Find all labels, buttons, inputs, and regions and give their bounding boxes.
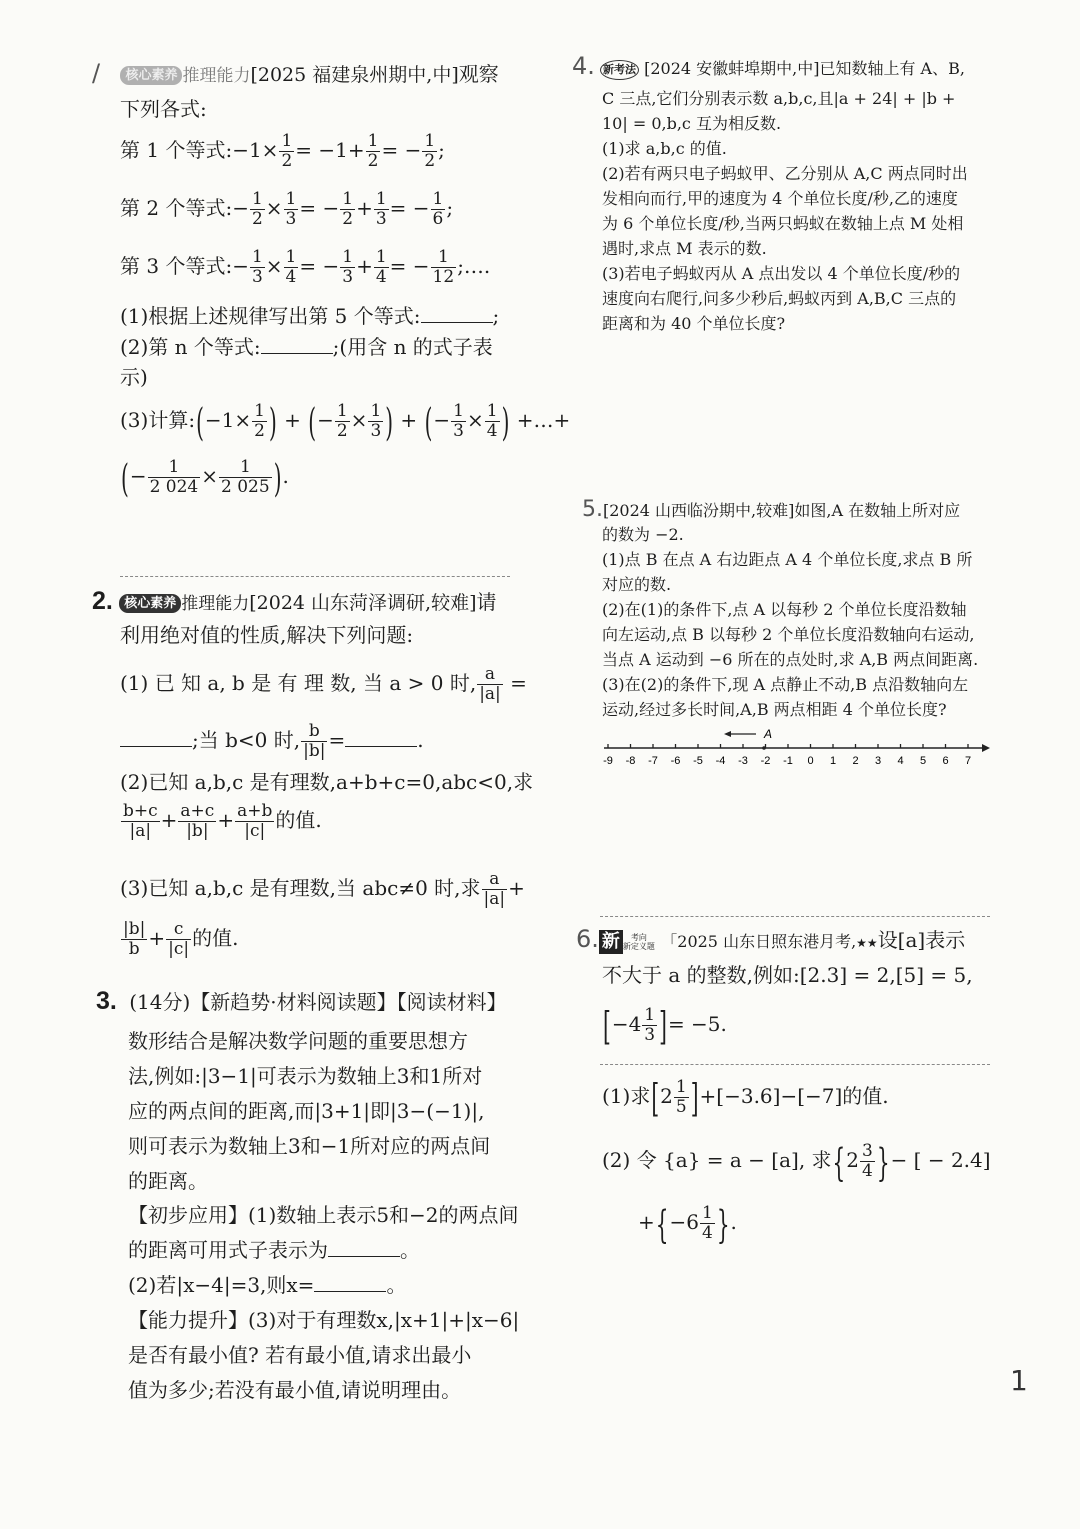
question-2-part-3-text: (3)已知 a,b,c 是有理数,当 abc≠0 时,求: [120, 876, 481, 900]
question-2-header: [92, 588, 497, 617]
improve-line-2: 是否有最小值? 若有最小值,请求出最小: [128, 1343, 472, 1367]
material-line: 应的两点间的距离,而|3+1|即|3−(−1)|,: [128, 1099, 485, 1123]
number-line-figure: [600, 722, 1000, 772]
question-6-part-2-text: (2) 令 {a} = a − [a], 求: [602, 1148, 832, 1172]
material-line: 的距离。: [128, 1169, 208, 1193]
tick-label: 1: [829, 755, 837, 767]
punctuation: 。: [400, 1238, 420, 1262]
application-line-2: [128, 1233, 519, 1268]
improve-line-1: 【能力提升】(3)对于有理数x,|x+1|+|x−6|: [128, 1308, 520, 1332]
question-4-line: 10| = 0,b,c 互为相反数.: [602, 114, 782, 133]
ellipsis-plus: +…+: [516, 408, 571, 432]
question-6-number: 6.: [576, 925, 599, 953]
question-5-body: [602, 522, 978, 722]
question-5-line: (1)点 B 在点 A 右边距点 A 4 个单位长度,求点 B 所: [602, 550, 973, 569]
question-5-line: (3)在(2)的条件下,现 A 点静止不动,B 点沿数轴向左: [602, 675, 969, 694]
question-4-line: (3)若电子蚂蚁丙从 A 点出发以 4 个单位长度/秒的: [602, 264, 961, 283]
question-6-part-2: (2) 令 {a} = a − [a], 求{2 $\frac{3}{4}$ }− [ − 2.4]: [602, 1138, 991, 1185]
application-text: (2)若|x−4|=3,则x=: [128, 1273, 315, 1297]
application-line-3: [128, 1268, 519, 1303]
question-2-part-1-text: (1) 已 知 a, b 是 有 理 数, 当 a > 0 时,: [120, 671, 477, 695]
skill-label: 推理能力: [182, 66, 251, 86]
tick-label: -2: [760, 755, 771, 767]
dashed-divider: [600, 916, 990, 917]
question-2-part-3: (3)已知 a,b,c 是有理数,当 abc≠0 时,求 $\frac{a}{|a|}$ +: [120, 869, 525, 909]
question-6-part-2-cont: +{−6 $\frac{1}{4}$ }.: [638, 1200, 737, 1247]
tick-label: -9: [603, 755, 613, 767]
question-5-line: 对应的数.: [602, 575, 672, 594]
question-5-line: 的数为 −2.: [602, 525, 684, 544]
question-5-line: (2)在(1)的条件下,点 A 以每秒 2 个单位长度沿数轴: [602, 600, 967, 619]
question-4-number: 4.: [572, 52, 595, 80]
question-6-part-2-mid: − [ − 2.4]: [890, 1148, 991, 1172]
difficulty-stars-icon: ★★: [856, 936, 878, 950]
question-2-source: [2024 山东菏泽调研,较难]: [249, 592, 477, 614]
question-1-part-1-text: (1)根据上述规律写出第 5 个等式:: [120, 304, 421, 328]
question-2-part-1: (1) 已 知 a, b 是 有 理 数, 当 a > 0 时, $\frac{a}{|a|}$ =: [120, 664, 527, 704]
question-1-mark: /: [92, 59, 101, 87]
question-4-header: [572, 54, 965, 81]
page-mark: 1: [1010, 1364, 1028, 1397]
question-6-part-1-end: +[−3.6]−[−7]的值.: [699, 1084, 889, 1108]
question-4-line: 速度向右爬行,问多少秒后,蚂蚁丙到 A,B,C 三点的: [602, 289, 957, 308]
question-5-header: [582, 497, 960, 523]
question-4-line: 为 6 个单位长度/秒,当两只蚂蚁在数轴上点 M 处相: [602, 214, 964, 233]
dashed-divider: [120, 576, 510, 577]
question-4-line: (1)求 a,b,c 的值.: [602, 139, 727, 158]
punctuation: .: [730, 1210, 737, 1234]
equation-2: 第 2 个等式:− $\frac{1}{2}$ × $\frac{1}{3}$ = − $\frac{1}{2}$ + $\frac{1}{3}$ = − $\frac{1}{6}$ ;: [120, 189, 454, 229]
axis-arrowhead: [982, 744, 990, 752]
question-1-source: [2025 福建泉州期中,中]: [250, 64, 459, 86]
core-literacy-badge: 核心素养: [120, 66, 182, 85]
punctuation: 。: [386, 1273, 407, 1297]
question-4-line: 距离和为 40 个单位长度?: [602, 314, 786, 333]
badge-sub-line-1: 考向: [630, 932, 647, 942]
tick-label: 7: [964, 755, 972, 767]
equation-3-tail: ;….: [457, 254, 491, 278]
answer-blank[interactable]: [120, 726, 192, 747]
tick-label: -1: [783, 755, 793, 767]
question-5-line: 当点 A 运动到 −6 所在的点处时,求 A,B 两点间距离.: [602, 650, 979, 669]
tick-label: 4: [897, 755, 904, 767]
application-text: 的距离可用式子表示为: [128, 1238, 328, 1262]
badge-sub-line-2: 新定义题: [622, 941, 655, 951]
skill-label: 推理能力: [181, 594, 250, 614]
tick-label: 5: [919, 755, 927, 767]
tick-label: -5: [693, 755, 703, 767]
question-4-line: (2)若有两只电子蚂蚁甲、乙分别从 A,C 两点同时出: [602, 164, 968, 183]
question-3-number: 3.: [96, 987, 117, 1015]
dashed-divider: [600, 1064, 990, 1065]
tick-label: -8: [625, 755, 636, 767]
equation-1-label: 第 1 个等式:: [120, 138, 233, 162]
question-5-line: [2024 山西临汾期中,较难]如图,A 在数轴上所对应: [603, 501, 961, 520]
tick-label: -6: [670, 755, 681, 767]
question-1-stem: 观察: [458, 62, 499, 86]
tick-label: -4: [715, 755, 726, 767]
point-a-label: A: [764, 727, 773, 741]
question-2-part-1-cont: ;当 b<0 时, $\frac{b}{|b|}$ = .: [120, 722, 424, 761]
question-1-header: [92, 60, 499, 89]
equation-1: 第 1 个等式:−1× $\frac{1}{2}$ = −1+ $\frac{1}{2}$ = − $\frac{1}{2}$ ;: [120, 131, 445, 171]
answer-blank[interactable]: [261, 333, 333, 354]
new-method-badge: 新考法: [600, 60, 639, 80]
question-4-line: 遇时,求点 M 表示的数.: [602, 239, 767, 258]
new-badge-sub: [623, 933, 655, 951]
tick-label: 6: [942, 755, 949, 767]
application-line-1: 【初步应用】(1)数轴上表示5和−2的两点间: [128, 1203, 519, 1227]
material-line: 数形结合是解决数学问题的重要思想方: [128, 1029, 468, 1053]
answer-blank[interactable]: [328, 1236, 400, 1257]
question-2-part-3-end: 的值.: [192, 926, 239, 950]
improve-line-3: 值为多少;若没有最小值,请说明理由。: [128, 1378, 462, 1402]
question-6-line-3: [−4 $\frac{1}{3}$ ]= −5.: [603, 1002, 727, 1049]
tick-label: 3: [874, 755, 882, 767]
answer-blank[interactable]: [421, 302, 493, 323]
question-2-part-2-end: 的值.: [275, 808, 322, 832]
question-6-source: 「2025 山东日照东港月考,: [661, 932, 857, 951]
question-4-body: [602, 86, 968, 336]
left-arrow-head: [724, 731, 731, 737]
question-1-part-2-text: (2)第 n 个等式:: [120, 335, 261, 359]
question-1-part-1: [120, 302, 499, 329]
point-a: [762, 746, 766, 750]
question-5-number: 5.: [582, 497, 603, 522]
material-line: 法,例如:|3−1|可表示为数轴上3和1所对: [128, 1064, 483, 1088]
question-3-header: [96, 988, 507, 1015]
question-1-part-2: [120, 333, 493, 360]
question-1-part-3-text: (3)计算:: [120, 408, 196, 432]
tick-label: -3: [738, 755, 748, 767]
question-6-header: [576, 926, 965, 956]
question-2-part-1-b: ;当 b<0 时,: [192, 728, 301, 752]
question-4-line: C 三点,它们分别表示数 a,b,c,且|a + 24| + |b +: [602, 89, 956, 108]
question-3-application: [128, 1198, 519, 1408]
question-1-part-3-cont: (− $\frac{1}{2 024}$ × $\frac{1}{2 025}$ ).: [121, 454, 289, 501]
equation-3-label: 第 3 个等式:: [120, 254, 233, 278]
equation-2-label: 第 2 个等式:: [120, 196, 233, 220]
answer-blank[interactable]: [314, 1271, 386, 1292]
material-line: 则可表示为数轴上3和−1所对应的两点间: [128, 1134, 491, 1158]
question-2-stem-line-2: 利用绝对值的性质,解决下列问题:: [120, 623, 414, 647]
question-2-stem: 请: [476, 590, 497, 614]
question-3-head: (14分)【新趋势·材料阅读题】【阅读材料】: [129, 990, 507, 1014]
question-3-material: [128, 1024, 490, 1199]
question-2-number: 2.: [92, 587, 113, 615]
question-6-part-1: (1)求[2 $\frac{1}{5}$ ]+[−3.6]−[−7]的值.: [602, 1074, 889, 1121]
tick-label: -7: [648, 755, 658, 767]
question-4-line: 发相向而行,甲的速度为 4 个单位长度/秒,乙的速度: [602, 189, 958, 208]
punctuation: .: [282, 464, 289, 488]
question-5-line: 向左运动,点 B 以每秒 2 个单位长度沿数轴向右运动,: [602, 625, 975, 644]
example-end: = −5.: [667, 1012, 727, 1036]
tick-label: 2: [852, 755, 859, 767]
tick-label: 0: [807, 755, 814, 767]
question-5-line: 运动,经过多长时间,A,B 两点相距 4 个单位长度?: [602, 700, 947, 719]
question-2-part-2: (2)已知 a,b,c 是有理数,a+b+c=0,abc<0,求: [120, 770, 534, 794]
punctuation: ;: [492, 304, 500, 328]
equation-3: 第 3 个等式:− $\frac{1}{3}$ × $\frac{1}{4}$ = − $\frac{1}{3}$ + $\frac{1}{4}$ = − $\frac{1}{12}$ ;….: [120, 247, 491, 287]
question-1-part-3: (3)计算:(−1× $\frac{1}{2}$ ) + (− $\frac{1}{2}$ × $\frac{1}{3}$ ) + (− $\frac{1}{3}$ × $\frac{1}{4}$ ) +…+: [120, 398, 571, 445]
question-2-part-2-expr: $\frac{b+c}{|a|}$ + $\frac{a+c}{|b|}$ + $\frac{a+b}{|c|}$ 的值.: [123, 801, 322, 841]
question-4-line: [2024 安徽蚌埠期中,中]已知数轴上有 A、B,: [644, 59, 965, 78]
question-6-stem: 设[a]表示: [877, 928, 966, 952]
question-1-part-2-hint: ;(用含 n 的式子表: [332, 335, 493, 359]
new-badge: 新: [599, 930, 623, 954]
question-6-line-2: 不大于 a 的整数,例如:[2.3] = 2,[5] = 5,: [602, 963, 973, 987]
question-1-stem-line-2: 下列各式:: [120, 97, 207, 121]
core-literacy-badge: 核心素养: [119, 594, 181, 613]
question-1-part-2-cont: 示): [120, 365, 148, 389]
question-2-part-3-cont: $\frac{|b|}{b}$ + $\frac{c}{|c|}$ 的值.: [123, 919, 239, 959]
question-6-part-1-text: (1)求: [602, 1084, 651, 1108]
answer-blank[interactable]: [345, 726, 417, 747]
